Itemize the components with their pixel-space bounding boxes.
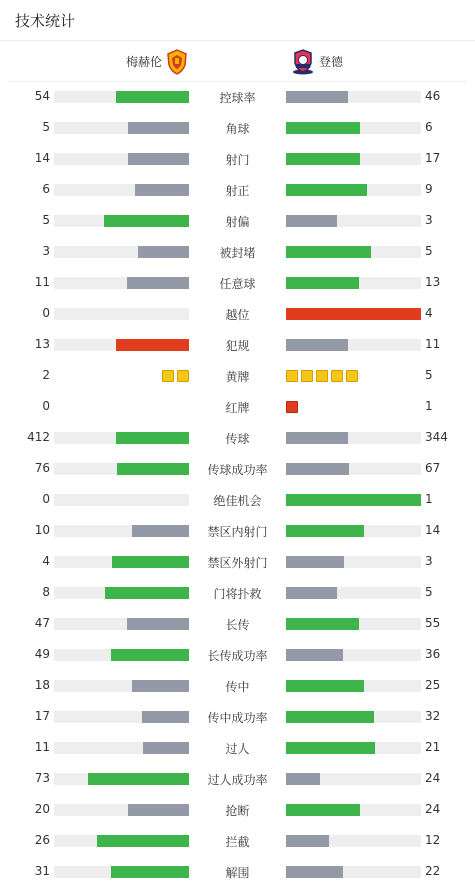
away-stat-bar: [286, 742, 421, 754]
away-stat-bar: [286, 463, 421, 475]
home-stat-bar: [54, 773, 189, 785]
home-stat-bar: [54, 525, 189, 537]
away-stat-bar: [286, 122, 421, 134]
home-stat-value: 20: [34, 802, 50, 816]
stat-row: [0, 732, 475, 763]
page-title: 技术统计: [15, 12, 76, 30]
stat-label: 控球率: [219, 91, 256, 105]
stat-row: [0, 639, 475, 670]
home-stat-bar-fill: [105, 587, 189, 599]
away-team-logo-icon: [292, 49, 314, 75]
home-stat-value: 4: [42, 554, 50, 568]
stat-label: 过人: [225, 742, 250, 756]
home-stat-value: 3: [42, 244, 50, 258]
home-stat-bar: [54, 246, 189, 258]
away-stat-bar: [286, 711, 421, 723]
away-stat-value: 1: [425, 399, 433, 413]
away-stat-value: 3: [425, 213, 433, 227]
home-stat-value: 0: [42, 306, 50, 320]
away-stat-value: 344: [425, 430, 448, 444]
home-stat-bar-fill: [127, 618, 189, 630]
home-stat-value: 5: [42, 120, 50, 134]
home-stat-bar-fill: [116, 91, 189, 103]
stat-row: [0, 205, 475, 236]
away-stat-bar-fill: [286, 587, 337, 599]
away-stat-value: 24: [425, 802, 441, 816]
home-stat-bar: [54, 308, 189, 320]
stat-label: 红牌: [225, 401, 250, 415]
home-stat-value: 76: [34, 461, 50, 475]
home-stat-bar-fill: [132, 680, 189, 692]
home-stat-bar: [54, 835, 189, 847]
home-stat-value: 10: [34, 523, 50, 537]
home-stat-bar-fill: [143, 742, 189, 754]
away-stat-bar: [286, 308, 421, 320]
stat-label: 传球成功率: [207, 463, 268, 477]
home-stat-bar-fill: [111, 649, 189, 661]
away-stat-bar: [286, 91, 421, 103]
home-stat-bar: [54, 153, 189, 165]
away-stat-bar-fill: [286, 556, 344, 568]
home-stat-value: 0: [42, 492, 50, 506]
away-stat-value: 4: [425, 306, 433, 320]
home-stat-bar-fill: [138, 246, 189, 258]
stats-list: [0, 81, 475, 887]
stat-label: 越位: [225, 308, 250, 322]
home-stat-bar-fill: [112, 556, 189, 568]
stat-label: 射正: [225, 184, 250, 198]
stat-row: [0, 484, 475, 515]
away-stat-bar: [286, 866, 421, 878]
away-stat-bar-fill: [286, 773, 320, 785]
away-stat-bar: [286, 649, 421, 661]
stat-label: 传中: [225, 680, 250, 694]
away-stat-value: 67: [425, 461, 441, 475]
away-team-name: 登德: [319, 55, 344, 69]
home-stat-bar: [54, 91, 189, 103]
stat-row: [0, 453, 475, 484]
stat-row: [0, 701, 475, 732]
away-stat-value: 14: [425, 523, 441, 537]
stat-row: [0, 856, 475, 887]
away-stat-value: 3: [425, 554, 433, 568]
away-stat-value: 32: [425, 709, 441, 723]
home-stat-bar-fill: [116, 432, 189, 444]
away-stat-value: 12: [425, 833, 441, 847]
stat-row: [0, 515, 475, 546]
away-stat-bar: [286, 432, 421, 444]
away-stat-value: 11: [425, 337, 441, 351]
away-stat-bar: [286, 556, 421, 568]
home-stat-value: 14: [34, 151, 50, 165]
stat-label: 过人成功率: [207, 773, 268, 787]
stat-label: 禁区内射门: [207, 525, 268, 539]
home-stat-bar: [54, 742, 189, 754]
away-stat-bar: [286, 618, 421, 630]
away-stat-value: 21: [425, 740, 441, 754]
home-stat-bar: [54, 649, 189, 661]
away-stat-bar: [286, 680, 421, 692]
stat-label: 传中成功率: [207, 711, 268, 725]
home-stat-value: 8: [42, 585, 50, 599]
away-stat-bar: [286, 153, 421, 165]
away-stat-bar-fill: [286, 91, 348, 103]
home-stat-value: 31: [34, 864, 50, 878]
home-stat-bar: [54, 122, 189, 134]
yellow-card-icon: [331, 370, 343, 382]
home-stat-bar-fill: [128, 804, 189, 816]
stat-row: [0, 236, 475, 267]
stat-row: [0, 546, 475, 577]
home-stat-bar: [54, 618, 189, 630]
away-stat-value: 5: [425, 368, 433, 382]
stat-row: [0, 360, 475, 391]
away-stat-bar-fill: [286, 804, 360, 816]
stat-row: [0, 81, 475, 112]
home-cards: [162, 370, 189, 382]
away-stat-bar: [286, 277, 421, 289]
away-stat-bar-fill: [286, 835, 329, 847]
away-stat-bar: [286, 587, 421, 599]
away-stat-bar-fill: [286, 680, 364, 692]
stat-row: [0, 577, 475, 608]
home-stat-value: 13: [34, 337, 50, 351]
stat-label: 被封堵: [219, 246, 256, 260]
home-stat-bar-fill: [142, 711, 189, 723]
stat-row: [0, 422, 475, 453]
home-stat-bar-fill: [97, 835, 189, 847]
away-stat-bar: [286, 804, 421, 816]
home-stat-value: 26: [34, 833, 50, 847]
home-stat-value: 0: [42, 399, 50, 413]
stat-row: [0, 143, 475, 174]
home-team-logo-icon: [166, 49, 188, 75]
away-stat-value: 46: [425, 89, 441, 103]
away-stat-bar-fill: [286, 711, 374, 723]
away-stat-bar-fill: [286, 463, 349, 475]
home-stat-bar: [54, 587, 189, 599]
home-stat-value: 17: [34, 709, 50, 723]
home-stat-bar-fill: [128, 122, 189, 134]
away-stat-bar-fill: [286, 866, 343, 878]
away-stat-bar-fill: [286, 649, 343, 661]
away-stat-value: 22: [425, 864, 441, 878]
stat-label: 射门: [225, 153, 250, 167]
teams-header: [0, 41, 475, 81]
away-stat-bar: [286, 835, 421, 847]
home-stat-bar: [54, 463, 189, 475]
home-stat-value: 18: [34, 678, 50, 692]
stat-row: [0, 391, 475, 422]
yellow-card-icon: [346, 370, 358, 382]
red-card-icon: [286, 401, 298, 413]
away-stat-bar: [286, 525, 421, 537]
away-stat-bar-fill: [286, 277, 359, 289]
stat-label: 犯规: [225, 339, 250, 353]
away-stat-value: 13: [425, 275, 441, 289]
away-stat-value: 24: [425, 771, 441, 785]
home-stat-bar: [54, 277, 189, 289]
home-stat-value: 47: [34, 616, 50, 630]
home-stat-value: 2: [42, 368, 50, 382]
yellow-card-icon: [177, 370, 189, 382]
away-stat-bar-fill: [286, 494, 421, 506]
stat-row: [0, 329, 475, 360]
home-stat-bar: [54, 339, 189, 351]
away-stat-value: 25: [425, 678, 441, 692]
away-stat-bar-fill: [286, 246, 371, 258]
home-stat-value: 54: [34, 89, 50, 103]
away-stat-bar: [286, 339, 421, 351]
stat-label: 长传: [225, 618, 250, 632]
stat-label: 禁区外射门: [207, 556, 268, 570]
yellow-card-icon: [286, 370, 298, 382]
yellow-card-icon: [301, 370, 313, 382]
away-stat-value: 17: [425, 151, 441, 165]
away-stat-bar-fill: [286, 215, 337, 227]
home-stat-bar-fill: [127, 277, 189, 289]
home-stat-value: 73: [34, 771, 50, 785]
away-stat-bar-fill: [286, 432, 348, 444]
stat-label: 解围: [225, 866, 250, 880]
stat-label: 门将扑救: [213, 587, 262, 601]
away-stat-bar: [286, 184, 421, 196]
home-stat-bar: [54, 711, 189, 723]
away-stat-value: 5: [425, 244, 433, 258]
stat-label: 长传成功率: [207, 649, 268, 663]
home-stat-bar-fill: [88, 773, 189, 785]
home-stat-bar: [54, 215, 189, 227]
home-stat-bar: [54, 184, 189, 196]
away-stat-bar-fill: [286, 618, 359, 630]
home-stat-bar-fill: [117, 463, 189, 475]
away-stat-bar-fill: [286, 184, 367, 196]
stat-label: 抢断: [225, 804, 250, 818]
stat-row: [0, 298, 475, 329]
away-stat-value: 9: [425, 182, 433, 196]
home-stat-bar-fill: [116, 339, 189, 351]
yellow-card-icon: [316, 370, 328, 382]
stat-row: [0, 670, 475, 701]
away-stat-bar-fill: [286, 122, 360, 134]
away-stat-bar: [286, 773, 421, 785]
home-stat-value: 11: [34, 275, 50, 289]
away-cards: [286, 401, 298, 413]
away-stat-bar-fill: [286, 339, 348, 351]
away-stat-value: 5: [425, 585, 433, 599]
away-stat-bar: [286, 246, 421, 258]
away-stat-value: 55: [425, 616, 441, 630]
stat-row: [0, 608, 475, 639]
home-stat-bar-fill: [135, 184, 189, 196]
home-stat-bar: [54, 804, 189, 816]
home-stat-bar: [54, 680, 189, 692]
away-stat-bar-fill: [286, 153, 360, 165]
stat-label: 绝佳机会: [213, 494, 262, 508]
stat-label: 黄牌: [225, 370, 250, 384]
away-stat-bar-fill: [286, 742, 375, 754]
away-stat-bar: [286, 494, 421, 506]
stat-row: [0, 794, 475, 825]
stat-label: 任意球: [219, 277, 256, 291]
away-stat-value: 6: [425, 120, 433, 134]
home-stat-value: 6: [42, 182, 50, 196]
away-stat-bar: [286, 215, 421, 227]
stat-row: [0, 112, 475, 143]
away-cards: [286, 370, 358, 382]
home-stat-value: 412: [27, 430, 50, 444]
away-stat-bar-fill: [286, 308, 421, 320]
home-team-name: 梅赫伦: [125, 55, 162, 69]
home-stat-bar: [54, 556, 189, 568]
stat-row: [0, 174, 475, 205]
stat-label: 拦截: [225, 835, 250, 849]
stat-row: [0, 825, 475, 856]
away-stat-value: 1: [425, 492, 433, 506]
home-stat-bar: [54, 866, 189, 878]
home-stat-value: 11: [34, 740, 50, 754]
home-stat-bar-fill: [104, 215, 189, 227]
home-stat-bar-fill: [111, 866, 189, 878]
home-stat-value: 49: [34, 647, 50, 661]
home-stat-bar: [54, 432, 189, 444]
stat-label: 射偏: [225, 215, 250, 229]
stat-row: [0, 267, 475, 298]
yellow-card-icon: [162, 370, 174, 382]
away-stat-value: 36: [425, 647, 441, 661]
home-stat-bar: [54, 494, 189, 506]
home-stat-bar-fill: [128, 153, 189, 165]
away-stat-bar-fill: [286, 525, 364, 537]
stat-row: [0, 763, 475, 794]
home-stat-value: 5: [42, 213, 50, 227]
stat-label: 角球: [225, 122, 250, 136]
stat-label: 传球: [225, 432, 250, 446]
home-stat-bar-fill: [132, 525, 189, 537]
